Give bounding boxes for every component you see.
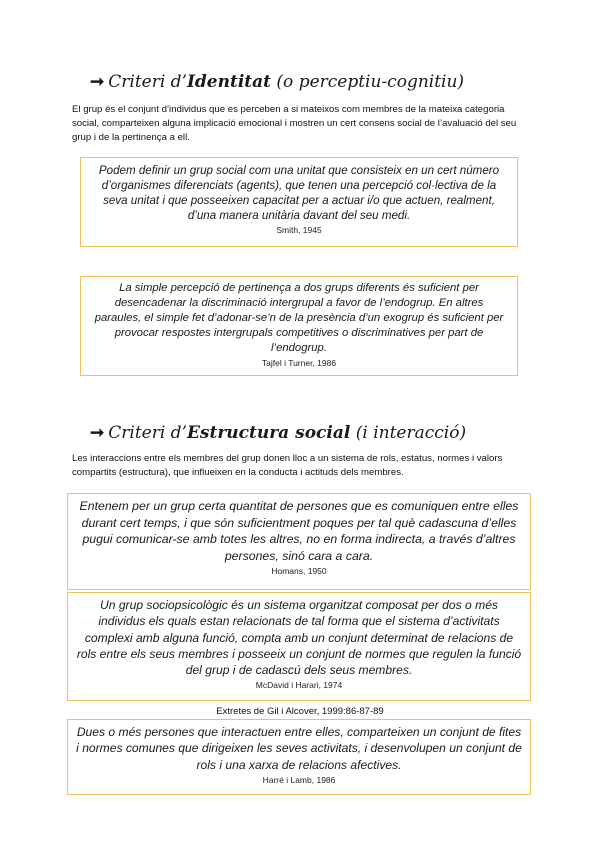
source-note: Extretes de Gil i Alcover, 1999:86-87-89 <box>216 706 384 717</box>
right-arrow-icon: ➞ <box>90 72 105 92</box>
quote-tajfel <box>80 276 518 376</box>
section2-paragraph: Les interaccions entre els membres del grup donen lloc a un sistema de rols, estatus, normes i valors compartits (estructura), que influeixen en la conducta i actituds dels membres. <box>72 453 503 478</box>
quote-text: Dues o més persones que interactuen entre elles, comparteixen un conjunt de fites i normes comunes que dirigeixen les seves activitats, i desenvolupen un conjunt de rols i una xarxa de relacions afectives. <box>76 725 522 772</box>
quote-text: Entenem per un grup certa quantitat de persones que es comuniquen entre elles durant cert temps, i que són suficientment poques per tal què cadascuna d’elles pugui comunicar-se amb totes les altres, no en forma indirecta, a través d’altres persones, sinó cara a cara. <box>79 499 519 563</box>
section1-paragraph: El grup és el conjunt d’individus que es perceben a si mateixos com membres de la mateixa categoria social, comparteixen alguna implicació emocional i mostren un cert consens social de l’avaluació del seu grup i de la pertinença a ell. <box>72 104 517 143</box>
section1-heading-prefix: Criteri d’ <box>108 72 187 92</box>
quote-citation: Tajfel i Turner, 1986 <box>261 358 337 368</box>
quote-smith <box>80 157 518 247</box>
section2-heading-bold: Estructura social <box>186 423 351 443</box>
quote-mcdavid <box>67 592 531 701</box>
quote-citation: Harré i Lamb, 1986 <box>262 774 336 785</box>
quote-text: La simple percepció de pertinença a dos grups diferents és suficient per desencadenar la discriminació intergrupal a favor de l’endogrup. En altres paraules, el simple fet d’adonar-se’n de la presència d’un exogrup és suficient per provocar respostes intergrupals competitives o discriminatives per part de l’endogrup. <box>94 282 504 354</box>
quote-text: Podem definir un grup social com una unitat que consisteix en un cert número d’organismes diferenciats (agents), que tenen una percepció col·lectiva de la seva unitat i que posseeixen capacitat per a actuar i/o que actuen, realment, d’una manera unitària davant del seu medi. <box>98 164 500 222</box>
quote-citation: McDavid i Harari, 1974 <box>255 680 343 691</box>
section1-heading-suffix: (o perceptiu-cognitiu) <box>271 72 465 92</box>
section2-heading-suffix: (i interacció) <box>350 423 467 443</box>
quote-text: Un grup sociopsicològic és un sistema organitzat composat per dos o més individus els quals estan relacionats de tal forma que el sistema d’activitats complexi amb alguna funció, compta amb un conjunt determinat de relacions de rols entre els seus membres i posseeix un conjunt de normes que regulen la funció del grup i de cadascú dels seus membres. <box>76 598 522 678</box>
right-arrow-icon: ➞ <box>90 423 105 443</box>
quote-citation: Smith, 1945 <box>276 225 322 235</box>
section1-heading-bold: Identitat <box>186 72 272 92</box>
section2-heading <box>90 423 466 443</box>
quote-harre <box>67 719 531 795</box>
section2-heading-prefix: Criteri d’ <box>108 423 187 443</box>
quote-citation: Homans, 1950 <box>271 566 327 576</box>
section1-heading <box>90 72 464 92</box>
quote-homans <box>67 493 531 590</box>
